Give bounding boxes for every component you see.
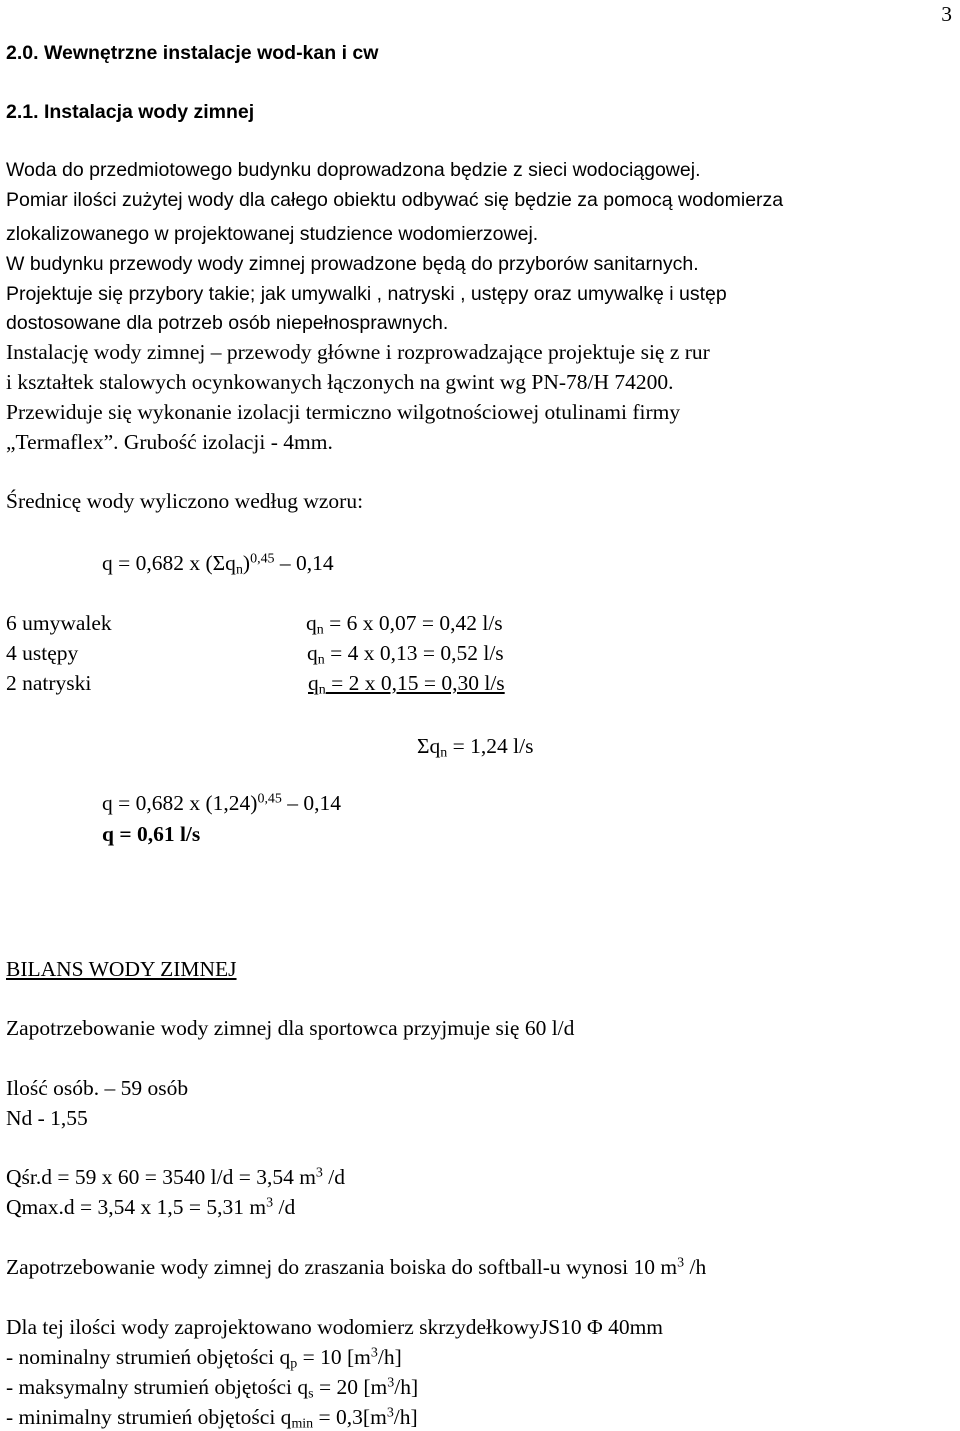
- paragraph-line: Pomiar ilości zużytej wody dla całego obiektu odbywać się będzie za pomocą wodomierza: [6, 189, 784, 211]
- formula-intro: Średnicę wody wyliczono według wzoru:: [6, 489, 364, 513]
- persons-line: Ilość osób. – 59 osób: [6, 1076, 189, 1100]
- section-heading: 2.0. Wewnętrzne instalacje wod-kan i cw: [6, 42, 379, 64]
- paragraph-line: Woda do przedmiotowego budynku doprowadzona będzie z sieci wodociągowej.: [6, 159, 701, 181]
- fixture-row: 2 natryski $q_n = 2$ x 0,15 = 0,30 l/s: [6, 671, 505, 698]
- fixture-row: 4 ustępy $q_n = 4$ x 0,13 = 0,52 l/s: [6, 641, 504, 668]
- paragraph-line: Przewiduje się wykonanie izolacji termiczno wilgotnościowej otulinami firmy: [6, 400, 681, 424]
- demand-line: Zapotrzebowanie wody zimnej dla sportowca przyjmuje się 60 l/d: [6, 1016, 575, 1040]
- paragraph-line: Projektuje się przybory takie; jak umywalki , natryski , ustępy oraz umywalkę i ustęp: [6, 283, 727, 305]
- paragraph-line: W budynku przewody wody zimnej prowadzone będą do przyborów sanitarnych.: [6, 253, 699, 275]
- flow-line: - maksymalny strumień objętości $q_s = 20$ $[m^3/h]$: [6, 1375, 419, 1402]
- qsr-line: Qśr.d = 59 x 60 = 3540 l/d = 3,54 $m^3$ /d: [6, 1165, 346, 1189]
- softball-line: Zapotrzebowanie wody zimnej do zraszania boiska do softball-u wynosi 10 $m^3$ /h: [6, 1255, 707, 1279]
- paragraph-line: „Termaflex”. Grubość izolacji - 4mm.: [6, 430, 333, 454]
- page-number: 3: [941, 2, 952, 26]
- subsection-heading: 2.1. Instalacja wody zimnej: [6, 101, 255, 123]
- flow-line: - minimalny strumień objętości $q_{min} = 0,3[m^3/h]$: [6, 1405, 418, 1431]
- fixture-row: 6 umywalek $q_n = 6$ x 0,07 = 0,42 l/s: [6, 611, 503, 638]
- meter-line: Dla tej ilości wody zaprojektowano wodomierz skrzydełkowyJS10 Φ 40mm: [6, 1315, 664, 1339]
- paragraph-line: i kształtek stalowych ocynkowanych łączonych na gwint wg PN-78/H 74200.: [6, 370, 674, 394]
- paragraph-line: zlokalizowanego w projektowanej studzience wodomierzowej.: [6, 223, 539, 245]
- nd-line: Nd - 1,55: [6, 1106, 88, 1130]
- paragraph-line: Instalację wody zimnej – przewody główne i rozprowadzające projektuje się z rur: [6, 340, 710, 364]
- result-formula: q = 0,682 x $(1,24)^{0,45} - 0,14$: [102, 791, 342, 815]
- bilans-title: BILANS WODY ZIMNEJ: [6, 957, 237, 981]
- result-value: q = 0,61 l/s: [102, 822, 201, 846]
- flow-formula: q = 0,682 x $(\Sigma q_n)^{0,45} - 0,14$: [102, 551, 334, 578]
- flow-line: - nominalny strumień objętości $q_p = 10$ $[m^3/h]$: [6, 1345, 402, 1372]
- paragraph-line: dostosowane dla potrzeb osób niepełnosprawnych.: [6, 312, 449, 334]
- qmax-line: Qmax.d = 3,54 x 1,5 = 5,31 $m^3$ /d: [6, 1195, 296, 1219]
- sum-flow: $\Sigma q_n = 1,24$ l/s: [417, 734, 534, 761]
